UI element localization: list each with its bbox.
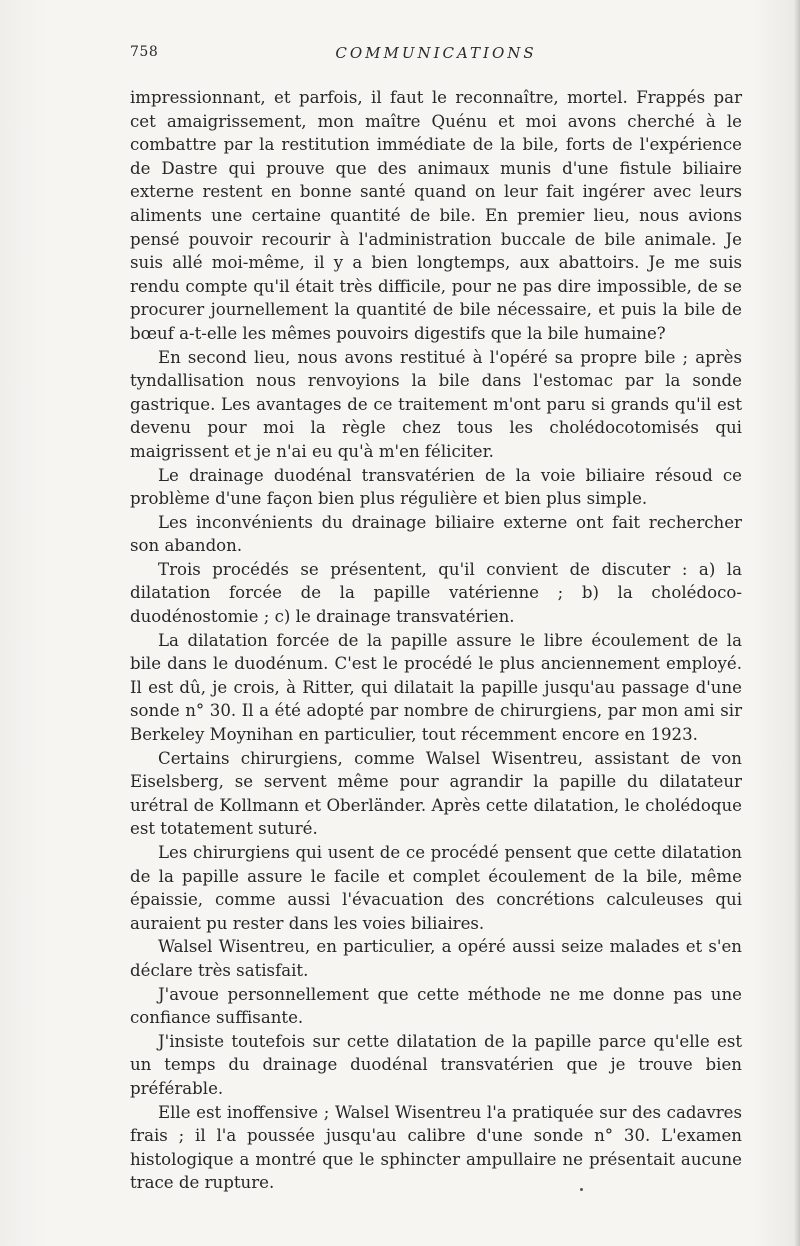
paragraph-8: Les chirurgiens qui usent de ce procédé pensent que cette dilatation de la papille assure le facile et complet écoulement de la bile, même épaissie, comme aussi l'évacuation des concrétions calculeuses qui auraient pu rester dans les voies biliaires.: [130, 843, 742, 933]
page-gutter-shadow: [794, 0, 800, 1246]
paragraph-4: Les inconvénients du drainage biliaire externe ont fait rechercher son abandon.: [130, 512, 742, 556]
paragraph-2: En second lieu, nous avons restitué à l'opéré sa propre bile ; après tyndallisation nous renvoyions la bile dans l'estomac par la sonde gastrique. Les avantages de ce traitement m'ont paru si grands qu'il est devenu pour moi la règle chez tous les cholédocotomisés qui maigrissent et je n'ai eu qu'à m'en féliciter.: [130, 347, 742, 461]
running-title: COMMUNICATIONS: [335, 44, 537, 62]
paragraph-3: Le drainage duodénal transvatérien de la voie biliaire résoud ce problème d'une façon bien plus régulière et bien plus simple.: [130, 465, 742, 509]
page-number: 758: [130, 44, 159, 60]
body-text: [130, 86, 742, 1195]
page-header: [130, 44, 742, 68]
paragraph-1: impressionnant, et parfois, il faut le reconnaître, mortel. Frappés par cet amaigrissement, mon maître Quénu et moi avons cherché à le combattre par la restitution immédiate de la bile, forts de l'expérience de Dastre qui prouve que des animaux munis d'une fistule biliaire externe restent en bonne santé quand on leur fait ingérer avec leurs aliments une certaine quantité de bile. En premier lieu, nous avions pensé pouvoir recourir à l'administration buccale de bile animale. Je suis allé moi-même, il y a bien longtemps, aux abattoirs. Je me suis rendu compte qu'il était très difficile, pour ne pas dire impossible, de se procurer journellement la quantité de bile nécessaire, et puis la bile de bœuf a-t-elle les mêmes pouvoirs digestifs que la bile humaine?: [130, 88, 742, 343]
paragraph-11: J'insiste toutefois sur cette dilatation de la papille parce qu'elle est un temps du drainage duodénal transvatérien que je trouve bien préférable.: [130, 1031, 742, 1098]
print-speck: [580, 1188, 583, 1191]
paragraph-9: Walsel Wisentreu, en particulier, a opéré aussi seize malades et s'en déclare très satisfait.: [130, 937, 742, 980]
paragraph-12: Elle est inoffensive ; Walsel Wisentreu l'a pratiquée sur des cadavres frais ; il l'a poussée jusqu'au calibre d'une sonde n° 30. L'examen histologique a montré que le sphincter ampullaire ne présentait aucune trace de rupture.: [130, 1102, 742, 1193]
paragraph-5: Trois procédés se présentent, qu'il convient de discuter : a) la dilatation forcée de la papille vatérienne ; b) la cholédoco-duodénostomie ; c) le drainage transvatérien.: [130, 559, 742, 627]
paragraph-6: La dilatation forcée de la papille assure le libre écoulement de la bile dans le duodénum. C'est le procédé le plus anciennement employé. Il est dû, je crois, à Ritter, qui dilatait la papille jusqu'au passage d'une sonde n° 30. Il a été adopté par nombre de chirurgiens, par mon ami sir Berkeley Moynihan en particulier, tout récemment encore en 1923.: [130, 630, 742, 745]
paragraph-10: J'avoue personnellement que cette méthode ne me donne pas une confiance suffisante.: [130, 984, 742, 1028]
paragraph-7: Certains chirurgiens, comme Walsel Wisentreu, assistant de von Eiselsberg, se servent même pour agrandir la papille du dilatateur urétral de Kollmann et Oberländer. Après cette dilatation, le cholédoque est totatement suturé.: [130, 748, 742, 839]
